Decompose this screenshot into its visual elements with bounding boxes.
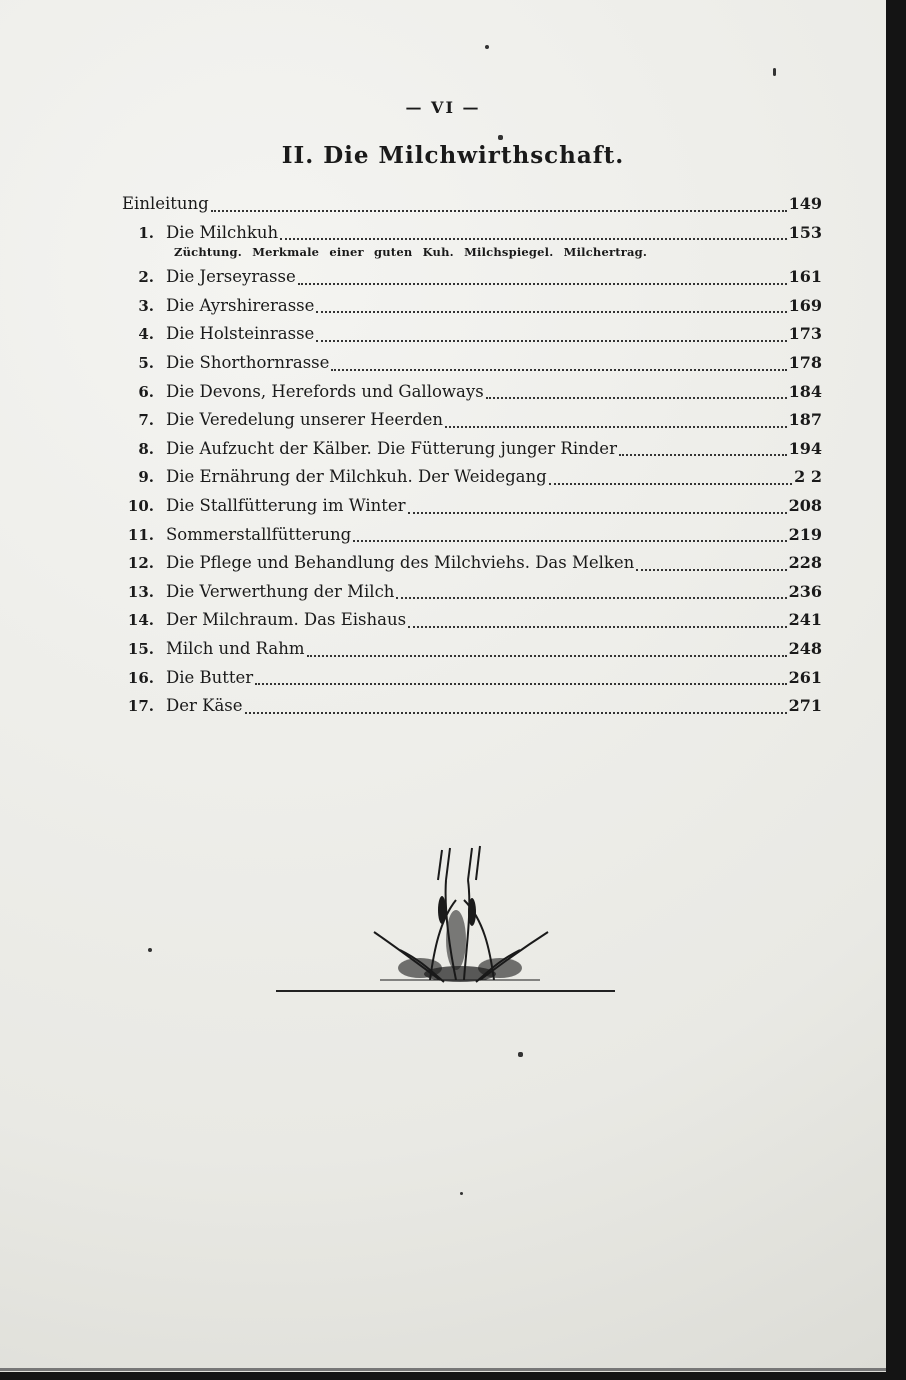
toc-entry-page-number: 228 bbox=[788, 553, 822, 573]
dot-leader bbox=[280, 238, 787, 240]
toc-entry bbox=[122, 324, 822, 353]
toc-entry bbox=[122, 525, 822, 554]
grass-vignette-ornament bbox=[360, 840, 560, 1000]
ink-speck bbox=[773, 68, 776, 76]
divider-rule bbox=[276, 990, 615, 992]
toc-entry-page-number: 271 bbox=[788, 696, 822, 716]
toc-entry-number: 6. bbox=[138, 382, 154, 401]
toc-entry-title: Die Ayrshirerasse bbox=[166, 295, 315, 315]
dot-leader bbox=[316, 340, 786, 342]
dot-leader bbox=[298, 283, 787, 285]
dot-leader bbox=[316, 311, 786, 313]
section-title: II. Die Milchwirthschaft. bbox=[281, 142, 625, 169]
toc-entry-number: 5. bbox=[138, 353, 154, 372]
dot-leader bbox=[549, 483, 792, 485]
toc-entry-number: 16. bbox=[127, 668, 154, 687]
toc-entry-title: Die Shorthornrasse bbox=[166, 352, 330, 372]
dot-leader bbox=[408, 626, 787, 628]
toc-entry-subtopics: Züchtung. Merkmale einer guten Kuh. Milchspiegel. Milchertrag. bbox=[174, 245, 648, 260]
toc-entry-page-number: 178 bbox=[788, 352, 822, 372]
toc-entry-page-number: 248 bbox=[788, 638, 822, 658]
toc-entry bbox=[122, 696, 822, 725]
toc-entry bbox=[122, 639, 822, 668]
toc-entry-title: Die Veredelung unserer Heerden bbox=[166, 410, 444, 430]
toc-entry-page-number: 169 bbox=[788, 295, 822, 315]
toc-entry-number: 12. bbox=[127, 554, 154, 573]
toc-entry-page-number: 2 2 bbox=[794, 467, 822, 487]
toc-entry bbox=[122, 296, 822, 325]
toc-entry-number: 14. bbox=[127, 611, 154, 630]
toc-entry-number: 9. bbox=[138, 468, 154, 487]
dot-leader bbox=[396, 597, 786, 599]
toc-entry-title: Die Milchkuh bbox=[166, 222, 279, 242]
toc-entry-number: 10. bbox=[127, 496, 154, 515]
toc-entry-number: 2. bbox=[138, 268, 154, 287]
toc-entry bbox=[122, 467, 822, 496]
toc-entry bbox=[122, 668, 822, 697]
toc-entry-number: 3. bbox=[138, 296, 154, 315]
toc-entry-number: 13. bbox=[127, 582, 154, 601]
toc-entry-page-number: 194 bbox=[788, 438, 822, 458]
dot-leader bbox=[445, 426, 787, 428]
ink-speck bbox=[498, 135, 503, 140]
dot-leader bbox=[255, 683, 786, 685]
toc-entry-title: Der Käse bbox=[166, 696, 243, 716]
toc-entry-title: Die Verwerthung der Milch bbox=[166, 581, 395, 601]
dot-leader bbox=[211, 210, 787, 212]
ink-speck bbox=[148, 948, 152, 952]
toc-entry-page-number: 184 bbox=[788, 381, 822, 401]
ink-speck bbox=[485, 45, 489, 49]
toc-entry-title: Die Holsteinrasse bbox=[166, 324, 315, 344]
toc-entry-page-number: 161 bbox=[788, 267, 822, 287]
page-edge bbox=[0, 1368, 886, 1371]
toc-entry-page-number: 208 bbox=[788, 495, 822, 515]
toc-entry-title: Der Milchraum. Das Eishaus bbox=[166, 610, 407, 630]
toc-entry-page-number: 173 bbox=[788, 324, 822, 344]
toc-entry bbox=[122, 382, 822, 411]
ink-speck bbox=[460, 1192, 463, 1195]
toc-entry-title: Die Butter bbox=[166, 667, 254, 687]
toc-entry-number: 17. bbox=[127, 697, 154, 716]
toc-entry-title: Sommerstallfütterung bbox=[166, 524, 352, 544]
toc-entry-number: 1. bbox=[138, 223, 154, 242]
running-head: — VI — bbox=[405, 98, 481, 117]
table-of-contents bbox=[122, 194, 822, 725]
toc-entry-number: 4. bbox=[138, 325, 154, 344]
toc-entry-title: Die Stallfütterung im Winter bbox=[166, 495, 406, 515]
toc-entry-page-number: 261 bbox=[788, 667, 822, 687]
toc-entry-title: Die Ernährung der Milchkuh. Der Weidegang bbox=[166, 467, 547, 487]
toc-entry-title: Die Aufzucht der Kälber. Die Fütterung junger Rinder bbox=[166, 438, 617, 458]
dot-leader bbox=[331, 369, 786, 371]
dot-leader bbox=[353, 540, 786, 542]
toc-entry bbox=[122, 553, 822, 582]
dot-leader bbox=[486, 397, 787, 399]
toc-entry bbox=[122, 267, 822, 296]
toc-entry bbox=[122, 439, 822, 468]
dot-leader bbox=[636, 569, 786, 571]
toc-entry-page-number: 153 bbox=[788, 222, 822, 242]
toc-entry-number: 8. bbox=[138, 439, 154, 458]
toc-entry-title: Einleitung bbox=[122, 194, 209, 213]
toc-entry bbox=[122, 610, 822, 639]
toc-entry-title: Milch und Rahm bbox=[166, 638, 305, 658]
toc-entry-title: Die Devons, Herefords und Galloways bbox=[166, 381, 484, 401]
toc-entry bbox=[122, 194, 822, 223]
toc-entry-page-number: 219 bbox=[788, 524, 822, 544]
toc-entry-title: Die Jerseyrasse bbox=[166, 267, 296, 287]
toc-entry-page-number: 241 bbox=[788, 610, 822, 630]
toc-entry-title: Die Pflege und Behandlung des Milchviehs. Das Melken bbox=[166, 553, 635, 573]
toc-entry-page-number: 187 bbox=[788, 410, 822, 430]
toc-entry bbox=[122, 410, 822, 439]
toc-entry-number: 7. bbox=[138, 411, 154, 430]
dot-leader bbox=[307, 655, 787, 657]
toc-entry bbox=[122, 353, 822, 382]
toc-entry-page-number: 236 bbox=[788, 581, 822, 601]
toc-entry-number: 11. bbox=[127, 525, 154, 544]
dot-leader bbox=[619, 454, 787, 456]
ink-speck bbox=[518, 1052, 523, 1057]
dot-leader bbox=[408, 512, 787, 514]
toc-entry-number: 15. bbox=[127, 639, 154, 658]
toc-entry-page-number: 149 bbox=[788, 194, 822, 213]
dot-leader bbox=[245, 712, 787, 714]
toc-entry bbox=[122, 582, 822, 611]
toc-entry bbox=[122, 496, 822, 525]
